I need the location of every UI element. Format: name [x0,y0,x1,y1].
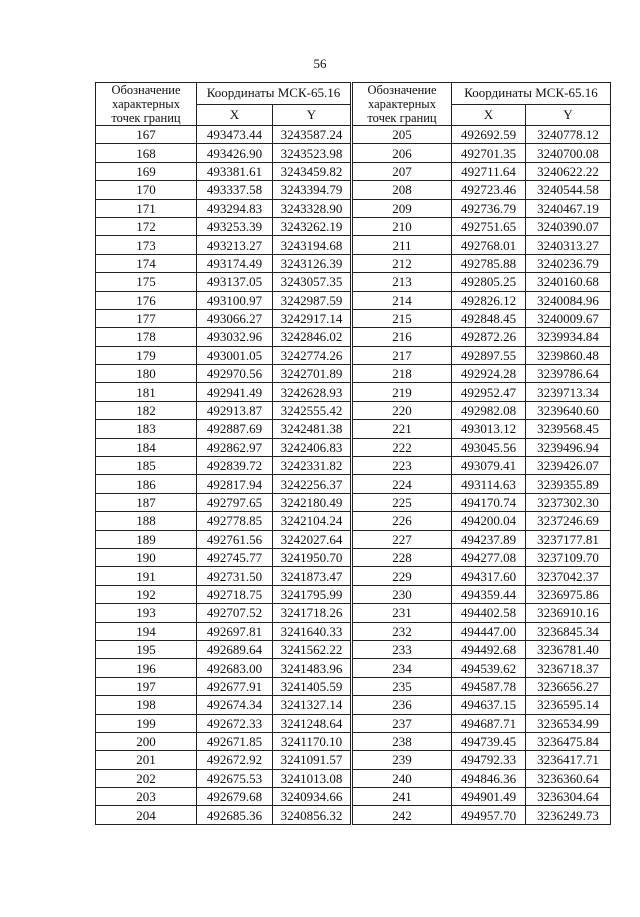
left-y-cell: 3241327.14 [273,696,352,714]
left-point-cell: 204 [96,806,197,824]
table-row [96,751,611,769]
left-point-cell: 173 [96,236,197,254]
left-point-cell: 180 [96,365,197,383]
left-point-cell: 178 [96,328,197,346]
right-x-cell: 493079.41 [452,457,526,475]
left-x-cell: 492689.64 [197,640,273,658]
table-row [96,806,611,824]
right-y-cell: 3240544.58 [526,181,611,199]
right-point-cell: 241 [352,788,452,806]
left-y-cell: 3242987.59 [273,291,352,309]
right-point-cell: 227 [352,530,452,548]
left-x-cell: 492913.87 [197,401,273,419]
table-row [96,677,611,695]
right-y-cell: 3239426.07 [526,457,611,475]
y-header-left: Y [273,104,352,126]
table-row [96,438,611,456]
right-y-cell: 3236360.64 [526,769,611,787]
x-header-left: X [197,104,273,126]
left-point-cell: 167 [96,126,197,144]
left-point-cell: 188 [96,512,197,530]
table-row [96,659,611,677]
left-point-cell: 193 [96,604,197,622]
right-y-cell: 3240700.08 [526,144,611,162]
right-point-cell: 207 [352,162,452,180]
right-y-cell: 3236534.99 [526,714,611,732]
right-y-cell: 3239640.60 [526,401,611,419]
table-row [96,420,611,438]
table-row [96,254,611,272]
left-y-cell: 3241013.08 [273,769,352,787]
left-y-cell: 3242846.02 [273,328,352,346]
table-row [96,365,611,383]
left-y-cell: 3242481.38 [273,420,352,438]
table-row [96,309,611,327]
right-x-cell: 492736.79 [452,199,526,217]
right-point-cell: 219 [352,383,452,401]
right-point-cell: 228 [352,548,452,566]
right-y-cell: 3236718.37 [526,659,611,677]
right-point-cell: 216 [352,328,452,346]
right-x-cell: 494317.60 [452,567,526,585]
right-point-cell: 232 [352,622,452,640]
left-x-cell: 492761.56 [197,530,273,548]
table-row [96,181,611,199]
left-x-cell: 492839.72 [197,457,273,475]
right-x-cell: 492768.01 [452,236,526,254]
left-point-cell: 168 [96,144,197,162]
right-point-cell: 221 [352,420,452,438]
left-x-cell: 493337.58 [197,181,273,199]
right-x-cell: 494846.36 [452,769,526,787]
right-x-cell: 494447.00 [452,622,526,640]
left-y-cell: 3242774.26 [273,346,352,364]
left-point-cell: 184 [96,438,197,456]
table-header [96,83,611,126]
right-x-cell: 492982.08 [452,401,526,419]
right-y-cell: 3237177.81 [526,530,611,548]
right-y-cell: 3240467.19 [526,199,611,217]
left-y-cell: 3241950.70 [273,548,352,566]
right-y-cell: 3240390.07 [526,217,611,235]
right-point-cell: 212 [352,254,452,272]
coordinate-system-header-left: Координаты МСК-65.16 [197,83,352,105]
left-y-cell: 3243394.79 [273,181,352,199]
left-point-cell: 197 [96,677,197,695]
table-row [96,457,611,475]
left-y-cell: 3243057.35 [273,273,352,291]
left-x-cell: 493032.96 [197,328,273,346]
right-y-cell: 3236595.14 [526,696,611,714]
left-x-cell: 492970.56 [197,365,273,383]
table-row [96,732,611,750]
left-point-cell: 169 [96,162,197,180]
left-point-cell: 191 [96,567,197,585]
left-point-cell: 195 [96,640,197,658]
left-x-cell: 493001.05 [197,346,273,364]
right-point-cell: 223 [352,457,452,475]
right-x-cell: 492924.28 [452,365,526,383]
table-row [96,346,611,364]
left-y-cell: 3240934.66 [273,788,352,806]
left-y-cell: 3242256.37 [273,475,352,493]
left-x-cell: 492685.36 [197,806,273,824]
left-x-cell: 493213.27 [197,236,273,254]
coordinates-table [95,82,611,825]
left-y-cell: 3243262.19 [273,217,352,235]
page-number: 56 [313,56,327,71]
right-point-cell: 240 [352,769,452,787]
left-point-cell: 185 [96,457,197,475]
left-x-cell: 493294.83 [197,199,273,217]
right-x-cell: 494792.33 [452,751,526,769]
left-point-cell: 200 [96,732,197,750]
table-row [96,512,611,530]
right-point-cell: 230 [352,585,452,603]
left-x-cell: 492718.75 [197,585,273,603]
left-y-cell: 3241483.96 [273,659,352,677]
right-point-cell: 210 [352,217,452,235]
left-x-cell: 493381.61 [197,162,273,180]
right-y-cell: 3236845.34 [526,622,611,640]
left-x-cell: 492677.91 [197,677,273,695]
left-point-cell: 182 [96,401,197,419]
table-row [96,714,611,732]
right-y-cell: 3240622.22 [526,162,611,180]
left-point-cell: 202 [96,769,197,787]
left-x-cell: 493137.05 [197,273,273,291]
coordinate-system-header-right: Координаты МСК-65.16 [452,83,611,105]
right-y-cell: 3237042.37 [526,567,611,585]
left-x-cell: 492671.85 [197,732,273,750]
y-header-right: Y [526,104,611,126]
left-x-cell: 492797.65 [197,493,273,511]
left-x-cell: 493253.39 [197,217,273,235]
right-x-cell: 494687.71 [452,714,526,732]
left-x-cell: 492672.92 [197,751,273,769]
left-y-cell: 3242701.89 [273,365,352,383]
right-x-cell: 492711.64 [452,162,526,180]
right-point-cell: 226 [352,512,452,530]
left-y-cell: 3240856.32 [273,806,352,824]
right-point-cell: 208 [352,181,452,199]
table-row [96,585,611,603]
table-row [96,401,611,419]
table-row [96,604,611,622]
left-x-cell: 492672.33 [197,714,273,732]
left-point-cell: 179 [96,346,197,364]
left-y-cell: 3241170.10 [273,732,352,750]
left-point-cell: 181 [96,383,197,401]
table-row [96,144,611,162]
left-point-cell: 186 [96,475,197,493]
right-y-cell: 3236249.73 [526,806,611,824]
right-x-cell: 494957.70 [452,806,526,824]
x-header-right: X [452,104,526,126]
left-y-cell: 3241562.22 [273,640,352,658]
right-x-cell: 493045.56 [452,438,526,456]
right-x-cell: 494539.62 [452,659,526,677]
right-y-cell: 3240160.68 [526,273,611,291]
right-y-cell: 3236417.71 [526,751,611,769]
left-y-cell: 3241248.64 [273,714,352,732]
left-y-cell: 3241718.26 [273,604,352,622]
right-y-cell: 3236475.84 [526,732,611,750]
right-y-cell: 3237109.70 [526,548,611,566]
left-x-cell: 492778.85 [197,512,273,530]
right-x-cell: 492751.65 [452,217,526,235]
right-point-cell: 224 [352,475,452,493]
left-y-cell: 3242917.14 [273,309,352,327]
left-point-cell: 189 [96,530,197,548]
right-point-cell: 205 [352,126,452,144]
right-y-cell: 3239568.45 [526,420,611,438]
left-point-cell: 203 [96,788,197,806]
table-row [96,548,611,566]
right-y-cell: 3237302.30 [526,493,611,511]
left-point-cell: 175 [96,273,197,291]
right-y-cell: 3236304.64 [526,788,611,806]
left-y-cell: 3241873.47 [273,567,352,585]
right-point-cell: 220 [352,401,452,419]
left-point-cell: 190 [96,548,197,566]
right-point-cell: 231 [352,604,452,622]
left-x-cell: 492745.77 [197,548,273,566]
right-x-cell: 492701.35 [452,144,526,162]
left-x-cell: 493174.49 [197,254,273,272]
right-point-cell: 233 [352,640,452,658]
table-row [96,640,611,658]
left-x-cell: 492674.34 [197,696,273,714]
right-y-cell: 3239934.84 [526,328,611,346]
right-x-cell: 493114.63 [452,475,526,493]
right-x-cell: 494237.89 [452,530,526,548]
table-row [96,493,611,511]
left-x-cell: 492675.53 [197,769,273,787]
left-point-cell: 183 [96,420,197,438]
left-y-cell: 3243328.90 [273,199,352,217]
left-x-cell: 492683.00 [197,659,273,677]
point-label-header-right: Обозначение характерных точек границ [352,83,452,126]
right-x-cell: 494359.44 [452,585,526,603]
table-row [96,126,611,144]
right-x-cell: 494901.49 [452,788,526,806]
right-point-cell: 218 [352,365,452,383]
table-row [96,217,611,235]
table-row [96,475,611,493]
right-x-cell: 494170.74 [452,493,526,511]
right-x-cell: 494402.58 [452,604,526,622]
right-point-cell: 214 [352,291,452,309]
table-row [96,788,611,806]
right-y-cell: 3239860.48 [526,346,611,364]
table-row [96,236,611,254]
left-point-cell: 198 [96,696,197,714]
left-y-cell: 3242331.82 [273,457,352,475]
left-point-cell: 194 [96,622,197,640]
table-row [96,273,611,291]
right-point-cell: 236 [352,696,452,714]
table-row [96,696,611,714]
right-point-cell: 209 [352,199,452,217]
left-y-cell: 3242406.83 [273,438,352,456]
left-y-cell: 3243194.68 [273,236,352,254]
right-y-cell: 3240084.96 [526,291,611,309]
right-point-cell: 206 [352,144,452,162]
right-point-cell: 211 [352,236,452,254]
right-y-cell: 3236975.86 [526,585,611,603]
right-x-cell: 492952.47 [452,383,526,401]
table-row [96,162,611,180]
right-x-cell: 492805.25 [452,273,526,291]
right-x-cell: 493013.12 [452,420,526,438]
right-y-cell: 3240313.27 [526,236,611,254]
left-point-cell: 199 [96,714,197,732]
right-x-cell: 494587.78 [452,677,526,695]
left-point-cell: 176 [96,291,197,309]
left-x-cell: 492707.52 [197,604,273,622]
left-y-cell: 3242180.49 [273,493,352,511]
left-x-cell: 493100.97 [197,291,273,309]
table-row [96,383,611,401]
right-y-cell: 3236656.27 [526,677,611,695]
right-y-cell: 3239355.89 [526,475,611,493]
left-x-cell: 492731.50 [197,567,273,585]
right-point-cell: 222 [352,438,452,456]
right-x-cell: 492872.26 [452,328,526,346]
right-x-cell: 492785.88 [452,254,526,272]
left-y-cell: 3241795.99 [273,585,352,603]
left-y-cell: 3243459.82 [273,162,352,180]
left-point-cell: 172 [96,217,197,235]
left-y-cell: 3242027.64 [273,530,352,548]
left-y-cell: 3243126.39 [273,254,352,272]
left-y-cell: 3243587.24 [273,126,352,144]
right-y-cell: 3237246.69 [526,512,611,530]
table-row [96,622,611,640]
left-x-cell: 493066.27 [197,309,273,327]
right-y-cell: 3240236.79 [526,254,611,272]
left-point-cell: 192 [96,585,197,603]
table-row [96,328,611,346]
right-point-cell: 215 [352,309,452,327]
left-x-cell: 493426.90 [197,144,273,162]
left-x-cell: 492887.69 [197,420,273,438]
table-row [96,567,611,585]
left-point-cell: 174 [96,254,197,272]
left-y-cell: 3241405.59 [273,677,352,695]
right-x-cell: 494637.15 [452,696,526,714]
right-point-cell: 213 [352,273,452,291]
left-point-cell: 201 [96,751,197,769]
table-row [96,199,611,217]
right-y-cell: 3239713.34 [526,383,611,401]
right-point-cell: 242 [352,806,452,824]
left-x-cell: 492697.81 [197,622,273,640]
right-x-cell: 494739.45 [452,732,526,750]
right-point-cell: 238 [352,732,452,750]
left-x-cell: 492817.94 [197,475,273,493]
right-y-cell: 3239496.94 [526,438,611,456]
left-x-cell: 492679.68 [197,788,273,806]
left-y-cell: 3241091.57 [273,751,352,769]
table-row [96,530,611,548]
right-x-cell: 494492.68 [452,640,526,658]
left-y-cell: 3242628.93 [273,383,352,401]
right-x-cell: 492723.46 [452,181,526,199]
left-y-cell: 3243523.98 [273,144,352,162]
right-x-cell: 494277.08 [452,548,526,566]
right-x-cell: 494200.04 [452,512,526,530]
point-label-header-left: Обозначение характерных точек границ [96,83,197,126]
right-point-cell: 234 [352,659,452,677]
right-y-cell: 3236781.40 [526,640,611,658]
table-body [96,126,611,825]
table-row [96,291,611,309]
right-y-cell: 3240009.67 [526,309,611,327]
right-point-cell: 217 [352,346,452,364]
right-x-cell: 492897.55 [452,346,526,364]
left-point-cell: 196 [96,659,197,677]
right-x-cell: 492692.59 [452,126,526,144]
left-point-cell: 171 [96,199,197,217]
right-y-cell: 3239786.64 [526,365,611,383]
right-point-cell: 225 [352,493,452,511]
left-point-cell: 170 [96,181,197,199]
left-y-cell: 3241640.33 [273,622,352,640]
left-point-cell: 177 [96,309,197,327]
left-point-cell: 187 [96,493,197,511]
right-point-cell: 237 [352,714,452,732]
right-y-cell: 3240778.12 [526,126,611,144]
left-y-cell: 3242104.24 [273,512,352,530]
right-x-cell: 492826.12 [452,291,526,309]
left-y-cell: 3242555.42 [273,401,352,419]
right-point-cell: 235 [352,677,452,695]
left-x-cell: 492941.49 [197,383,273,401]
left-x-cell: 493473.44 [197,126,273,144]
right-point-cell: 229 [352,567,452,585]
right-x-cell: 492848.45 [452,309,526,327]
right-y-cell: 3236910.16 [526,604,611,622]
left-x-cell: 492862.97 [197,438,273,456]
right-point-cell: 239 [352,751,452,769]
table-row [96,769,611,787]
